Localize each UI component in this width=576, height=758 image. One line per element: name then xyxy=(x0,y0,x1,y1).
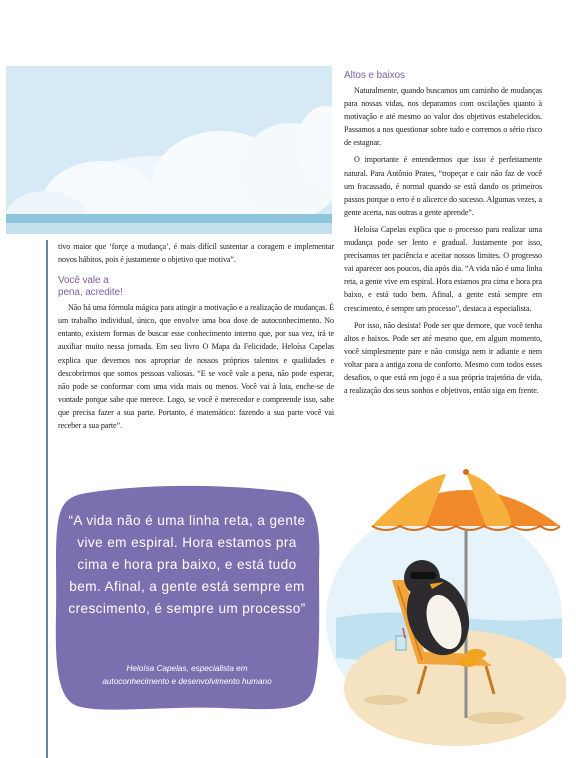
right-paragraph-2: O importante é entendermos que isso é perfeitamente natural. Para Antônio Prates, “tropeçar e cair não faz de você um fracassado, é normal quando se está dando os primeiros passos porque o erro é o alicerce do sucesso. Algumas vezes, a gente acerta, nas outras a gente aprende”. xyxy=(344,155,542,217)
heading-line-2: pena, acredite! xyxy=(58,287,123,299)
left-intro-paragraph: tivo maior que ‘forçe a mudança’, é mais difícil sustentar a coragem e implementar novos hábitos, pois é justamente o objetivo que motiva”. xyxy=(58,242,334,265)
sky-clouds-illustration xyxy=(6,66,332,234)
attribution-line-1: Heloísa Capelas, especialista em xyxy=(126,664,248,673)
right-paragraph-1: Naturalmente, quando buscamos um caminho de mudanças para nossas vidas, nos deparamos com oscilações quanto à motivação e até mesmo ao valor dos objetivos estabelecidos. Passamos a nos questionar sobre tudo e corremos o sério risco de estagnar. xyxy=(344,86,542,148)
left-column xyxy=(58,240,334,432)
section-heading-voce-vale xyxy=(58,275,334,299)
beach-penguin-illustration xyxy=(326,468,566,748)
section-heading-altos-baixos: Altos e baixos xyxy=(344,70,405,81)
right-paragraph-4: Por isso, não desista! Pode ser que demore, que você tenha altos e baixos. Pode ser até mesmo que, em algum momento, você simplesmente pare e não consiga nem ir adiante e nem voltar para a antiga zona de conforto. Mesmo com todos esses desafios, o que está em jogo é a sua própria trajetória de vida, a realização dos seus sonhos e objetivos, então siga em frente. xyxy=(344,320,542,396)
right-paragraph-3: Heloísa Capelas explica que o processo para realizar uma mudança pode ser lento e gradual. Justamente por isso, precisamos ter paciência e aceitar nossos limites. O progresso vai aparecer aos poucos, dia após dia. “A vida não é uma linha reta, a gente vive em espiral. Hora estamos pra cima e hora pra baixo, e está tudo bem. Afinal, a gente está sempre em crescimento, é sempre um processo”, destaca a especialista. xyxy=(344,224,542,313)
left-body-paragraph: Não há uma fórmula mágica para atingir a motivação e a realização de mudanças. É um trabalho individual, único, que envolve uma boa dose de autoconhecimento. No entanto, existem formas de buscar esse conhecimento interno que, por sua vez, irá te auxiliar muito nessa jornada. Em seu livro O Mapa da Felicidade, Heloísa Capelas explica que devemos nos apropriar de nossos próprios talentos e qualidades e descobrirmos que somos pessoas valiosas. “E se você vale a pena, não pode esperar, não pode se conformar com uma vida mais ou menos. Você vai à luta, enche-se de vontade porque sabe que merece. Logo, se você é merecedor e compreende isso, sabe que precisa fazer a sua parte. Portanto, é matemático: fazendo a sua parte você vai receber a sua parte”. xyxy=(58,303,334,431)
heading-line-1: Você vale a xyxy=(58,275,109,287)
attribution-line-2: autoconhecimento e desenvolvimento humano xyxy=(102,677,272,686)
pull-quote-attribution xyxy=(66,662,308,688)
right-column xyxy=(344,70,542,397)
pull-quote-text: “A vida não é uma linha reta, a gente vive em espiral. Hora estamos pra cima e hora pra baixo, e está tudo bem. Afinal, a gente está sempre em crescimento, é sempre um processo” xyxy=(68,513,306,616)
page-margin-rule xyxy=(46,240,48,758)
